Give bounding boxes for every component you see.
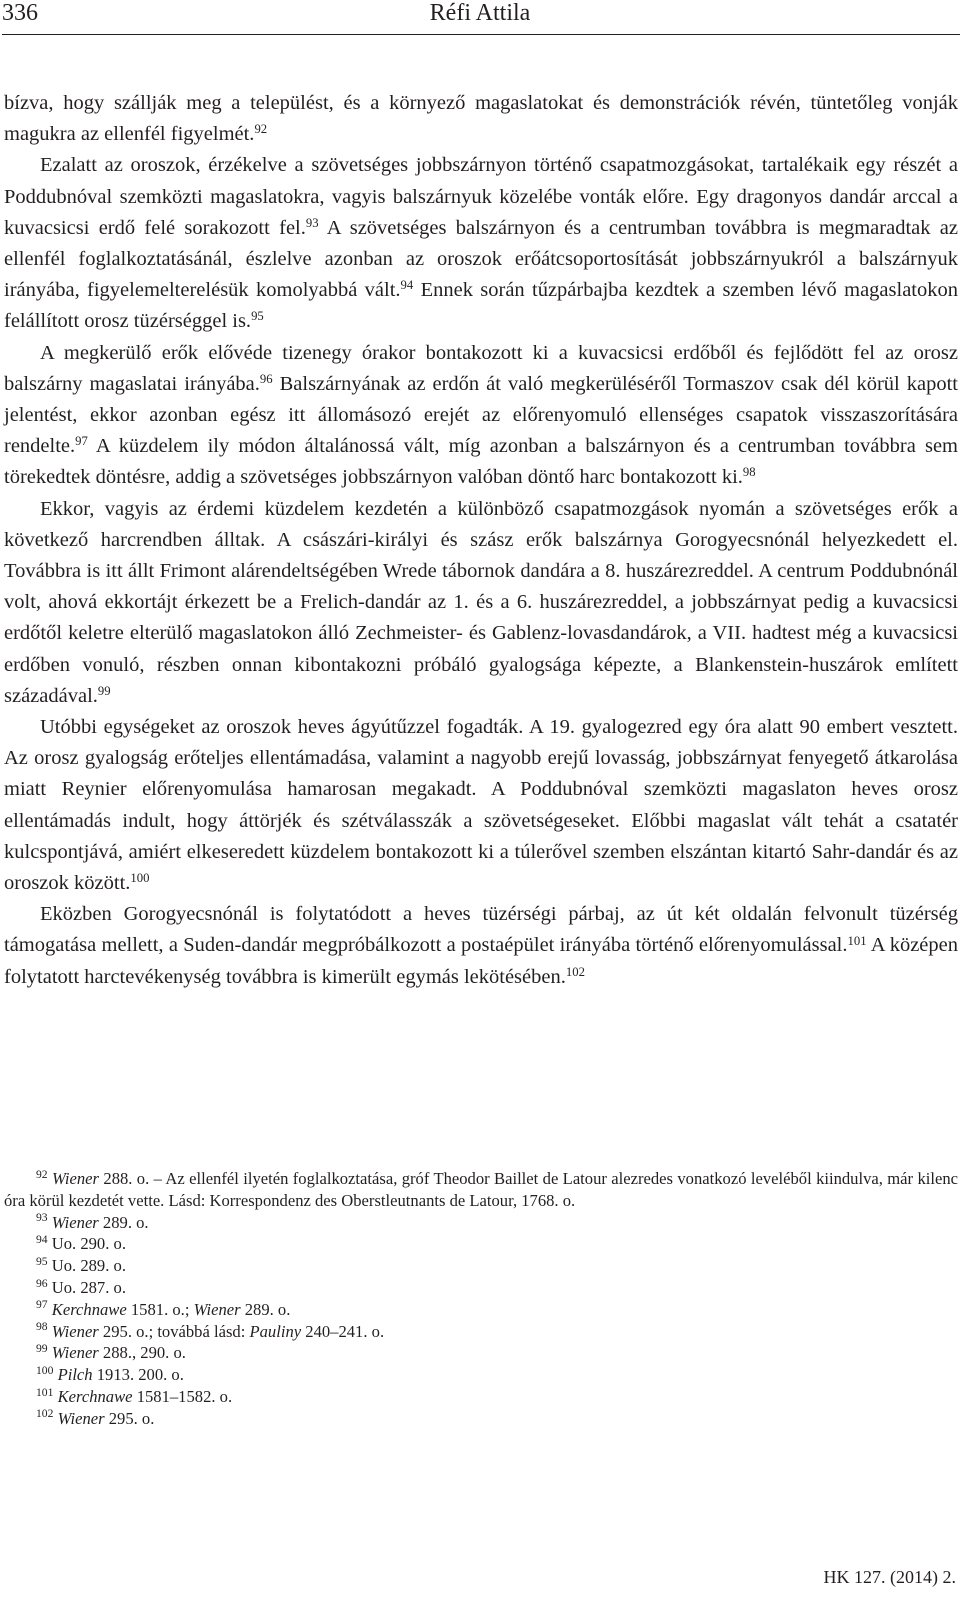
footnote-number: 93 <box>36 1211 48 1225</box>
footnote-number: 97 <box>36 1298 48 1312</box>
cited-author: Wiener <box>52 1169 100 1188</box>
text-run: 289. o. <box>240 1299 291 1319</box>
footnote-ref[interactable]: 102 <box>565 964 585 979</box>
text-run: Ezalatt az oroszok, érzékelve a szövetséges jobbszárnyon történő csapatmozgásokat, tartalékaik egy részét a Poddubnóval szemközti magaslatokra, vagyis balszárnyuk közelébe vonták előre. Egy dragonyos dandár arccal a kuvacsicsi erdő felé sorakozott fel. <box>4 154 958 239</box>
text-run: Uo. 290. o. <box>51 1234 126 1254</box>
cited-author: Kerchnawe <box>57 1386 133 1406</box>
footnote-ref[interactable]: 93 <box>305 215 319 230</box>
footnote-number: 96 <box>36 1276 48 1290</box>
text-run: A megkerülő erők elővéde tizenegy órakor bontakozott ki a kuvacsicsi erdőből és fejlődött fel az orosz balszárny magaslatai irányába. <box>4 341 958 395</box>
footnote-ref[interactable]: 101 <box>847 933 867 948</box>
footnote <box>4 1212 958 1234</box>
footnote-ref[interactable]: 95 <box>251 309 264 324</box>
text-run: 1581. o.; <box>126 1299 194 1319</box>
footnote-number: 98 <box>36 1320 48 1334</box>
text-run: 295. o. <box>104 1408 155 1428</box>
footnote-number: 95 <box>36 1254 48 1268</box>
footnote <box>4 1299 958 1321</box>
paragraph <box>4 150 958 337</box>
cited-author: Kerchnawe <box>51 1299 127 1319</box>
body-text <box>4 88 958 993</box>
footnote-number: 92 <box>36 1167 48 1181</box>
text-run: Ekkor, vagyis az érdemi küzdelem kezdetén a különböző csapatmozgások nyomán a szövetséges erők a következő harcrendben álltak. A császári-királyi és szász erők balszárnya Gorogyecsnónál helyezkedett el. Továbbra is itt állt Frimont alárendeltségében Wrede tábornok dandára a 8. huszárezreddel. A centrum Poddubnónál volt, ahová ekkortájt érkezett be a Frelich-dandár az 1. és a 6. huszárezreddel, a jobbszárnyat pedig a kuvacsicsi erdőtől keletre elterülő magaslatokon álló Zechmeister- és Gablenz-lovasdandárok, a VII. hadtest még a kuvacsicsi erdőben vonuló, részben onnan kibontakozni próbáló gyalogsága képezte, a Blankenstein-huszárok említett századával. <box>4 497 958 707</box>
footnote <box>4 1342 958 1364</box>
text-run: A küzdelem ily módon általánossá vált, míg azonban a balszárnyon és a centrumban továbbra sem törekedtek döntésre, addig a szövetséges jobbszárnyon valóban döntő harc bontakozott ki. <box>4 435 958 489</box>
footnote <box>4 1277 958 1299</box>
text-run: 1913. 200. o. <box>92 1365 184 1385</box>
cited-author: Pilch <box>57 1365 93 1385</box>
header-rule <box>2 34 960 35</box>
footnote-ref[interactable]: 97 <box>75 434 88 449</box>
text-run: 289. o. <box>98 1212 149 1232</box>
paragraph <box>4 712 958 899</box>
paragraph <box>4 899 958 993</box>
cited-author: Pauliny <box>249 1321 302 1341</box>
cited-author: Wiener <box>57 1408 105 1428</box>
page-number: 336 <box>2 0 38 26</box>
text-run: Balszárnyának az erdőn át való megkerüléséről Tormaszov csak dél körül kapott jelentést, ekkor azonban egész itt állomásozó erejét az előrenyomuló ellenséges csapatok visszaszorítására rendelte. <box>4 372 958 458</box>
text-run: Eközben Gorogyecsnónál is folytatódott a heves tüzérségi párbaj, az út két oldalán felvonult tüzérség támogatása mellett, a Suden-dandár megpróbálkozott a postaépület irányába történő előrenyomulással. <box>4 903 958 957</box>
page-header <box>0 0 960 36</box>
footnote <box>4 1255 958 1277</box>
footnote <box>4 1168 958 1212</box>
text-run: Ennek során tűzpárbajba kezdtek a szemben lévő magaslatokon felállított orosz tüzérséggel is. <box>4 279 959 333</box>
footnote-number: 99 <box>36 1341 48 1355</box>
text-run: Utóbbi egységeket az oroszok heves ágyútűzzel fogadták. A 19. gyalogezred egy óra alatt 90 embert vesztett. Az orosz gyalogság erőteljes ellentámadása, valamint a nagyobb erejű lovasság, jobbszárnyat fenyegető átkarolása miatt Reynier előrenyomulása hamarosan megakadt. A Poddubnóval szemközti magaslaton heves orosz ellentámadás indult, hogy áttörjék és szétválasszák a szövetségeseket. Előbbi magaslat vált tehát a csatatér kulcspontjává, amiért elkeseredett küzdelem bontakozott ki a túlerővel szemben elszántan kitartó Sahr-dandár és az oroszok között. <box>4 716 958 895</box>
footnote-ref[interactable]: 94 <box>400 278 414 293</box>
footnote <box>4 1408 958 1430</box>
footnote <box>4 1233 958 1255</box>
text-run: A középen folytatott harctevékenység továbbra is kimerült egymás lekötésében. <box>4 934 959 988</box>
footnote-number: 101 <box>36 1385 54 1399</box>
cited-author: Wiener <box>193 1299 241 1319</box>
text-run: 288. o. – Az ellenfél ilyetén foglalkoztatása, gróf Theodor Baillet de Latour alezredes vonatkozó leveléből kiindulva, már kilenc óra körül kezdetét vette. Lásd: Korrespondenz des Oberstleutnants de Latour, 1768. o. <box>4 1169 958 1210</box>
footnotes <box>4 1168 958 1430</box>
text-run: Uo. 289. o. <box>51 1256 126 1276</box>
footnote-number: 102 <box>36 1407 54 1421</box>
footnote-ref[interactable]: 98 <box>742 465 756 480</box>
cited-author: Wiener <box>51 1343 99 1363</box>
journal-reference: HK 127. (2014) 2. <box>823 1567 956 1587</box>
paragraph <box>4 494 958 712</box>
footnote <box>4 1386 958 1408</box>
text-run: 288., 290. o. <box>98 1343 186 1363</box>
running-title: Réfi Attila <box>429 0 531 26</box>
footnote-ref[interactable]: 92 <box>254 122 268 137</box>
text-run: A szövetséges balszárnyon és a centrumban továbbra is megmaradtak az ellenfél foglalkoztatásánál, észlelve azonban az oroszok erőátcsoportosítását jobbszárnyukról a balszárnyuk irányába, figyelemelterelésük komolyabbá vált. <box>4 216 958 302</box>
text-run: bízva, hogy szállják meg a települést, és a környező magaslatokat és demonstrációk révén, tüntetőleg vonják magukra az ellenfél figyelmét. <box>4 92 958 146</box>
footnote <box>4 1364 958 1386</box>
paragraph <box>4 338 958 494</box>
footnote-number: 94 <box>36 1233 48 1246</box>
cited-author: Wiener <box>51 1212 99 1232</box>
footnote-ref[interactable]: 96 <box>259 371 273 386</box>
footnote-number: 100 <box>36 1363 54 1377</box>
text-run: 295. o.; továbbá lásd: <box>98 1321 250 1341</box>
text-run: 240–241. o. <box>301 1321 385 1341</box>
text-run: 1581–1582. o. <box>132 1386 233 1406</box>
footnote-ref[interactable]: 99 <box>97 683 111 698</box>
paragraph <box>4 88 958 150</box>
cited-author: Wiener <box>51 1321 99 1341</box>
footnote <box>4 1321 958 1343</box>
footnote-ref[interactable]: 100 <box>130 871 150 886</box>
text-run: Uo. 287. o. <box>51 1277 126 1297</box>
